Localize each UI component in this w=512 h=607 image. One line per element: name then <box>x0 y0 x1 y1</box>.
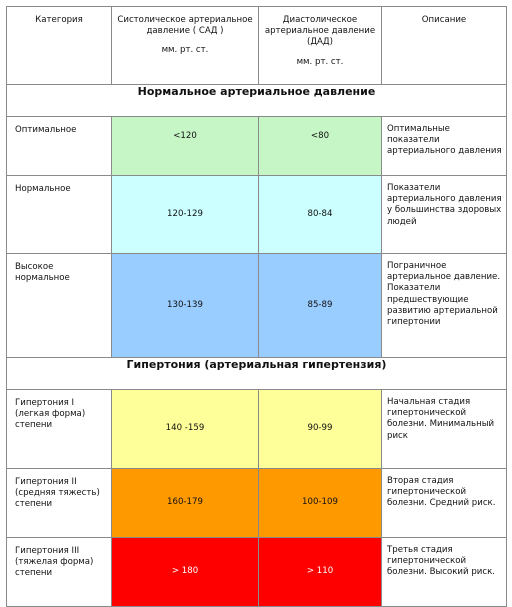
row-description: Пограничное артериальное давление. Показатели предшествующие развитию артериальной гипертонии <box>382 254 507 358</box>
header-row <box>7 7 507 85</box>
table-row <box>7 390 507 469</box>
table-row <box>7 254 507 358</box>
table-row <box>7 117 507 176</box>
table-row <box>7 469 507 538</box>
systolic-unit: мм. рт. ст. <box>161 45 209 56</box>
row-description: Показатели артериального давления у большинства здоровых людей <box>382 176 507 254</box>
row-category: Гипертония II (средняя тяжесть) степени <box>7 469 112 538</box>
row-dad: 80-84 <box>259 176 382 254</box>
row-sad: 120-129 <box>112 176 259 254</box>
header-diastolic: Диастолическое артериальное давление (ДАД) мм. рт. ст. <box>259 7 382 85</box>
table-row <box>7 176 507 254</box>
header-description: Описание <box>382 7 507 85</box>
row-description: Оптимальные показатели артериального давления <box>382 117 507 176</box>
row-sad: 160-179 <box>112 469 259 538</box>
row-category: Нормальное <box>7 176 112 254</box>
row-category: Гипертония III (тяжелая форма) степени <box>7 538 112 607</box>
diastolic-unit: мм. рт. ст. <box>296 56 344 67</box>
header-systolic: Систолическое артериальное давление ( САД ) мм. рт. ст. <box>112 7 259 85</box>
row-description: Вторая стадия гипертонической болезни. Средний риск. <box>382 469 507 538</box>
row-category: Высокое нормальное <box>7 254 112 358</box>
row-category: Гипертония I (легкая форма) степени <box>7 390 112 469</box>
row-dad: > 110 <box>259 538 382 607</box>
row-sad: > 180 <box>112 538 259 607</box>
row-category: Оптимальное <box>7 117 112 176</box>
row-dad: <80 <box>259 117 382 176</box>
row-dad: 90-99 <box>259 390 382 469</box>
row-dad: 100-109 <box>259 469 382 538</box>
blood-pressure-table <box>6 6 507 607</box>
row-sad: 140 -159 <box>112 390 259 469</box>
row-sad: 130-139 <box>112 254 259 358</box>
section-hypertension-title: Гипертония (артериальная гипертензия) <box>7 358 507 390</box>
row-description: Начальная стадия гипертонической болезни. Минимальный риск <box>382 390 507 469</box>
row-description: Третья стадия гипертонической болезни. Высокий риск. <box>382 538 507 607</box>
header-category: Категория <box>7 7 112 85</box>
row-dad: 85-89 <box>259 254 382 358</box>
section-normal-title: Нормальное артериальное давление <box>7 85 507 117</box>
section-hypertension-row <box>7 358 507 390</box>
section-normal-row <box>7 85 507 117</box>
row-sad: <120 <box>112 117 259 176</box>
